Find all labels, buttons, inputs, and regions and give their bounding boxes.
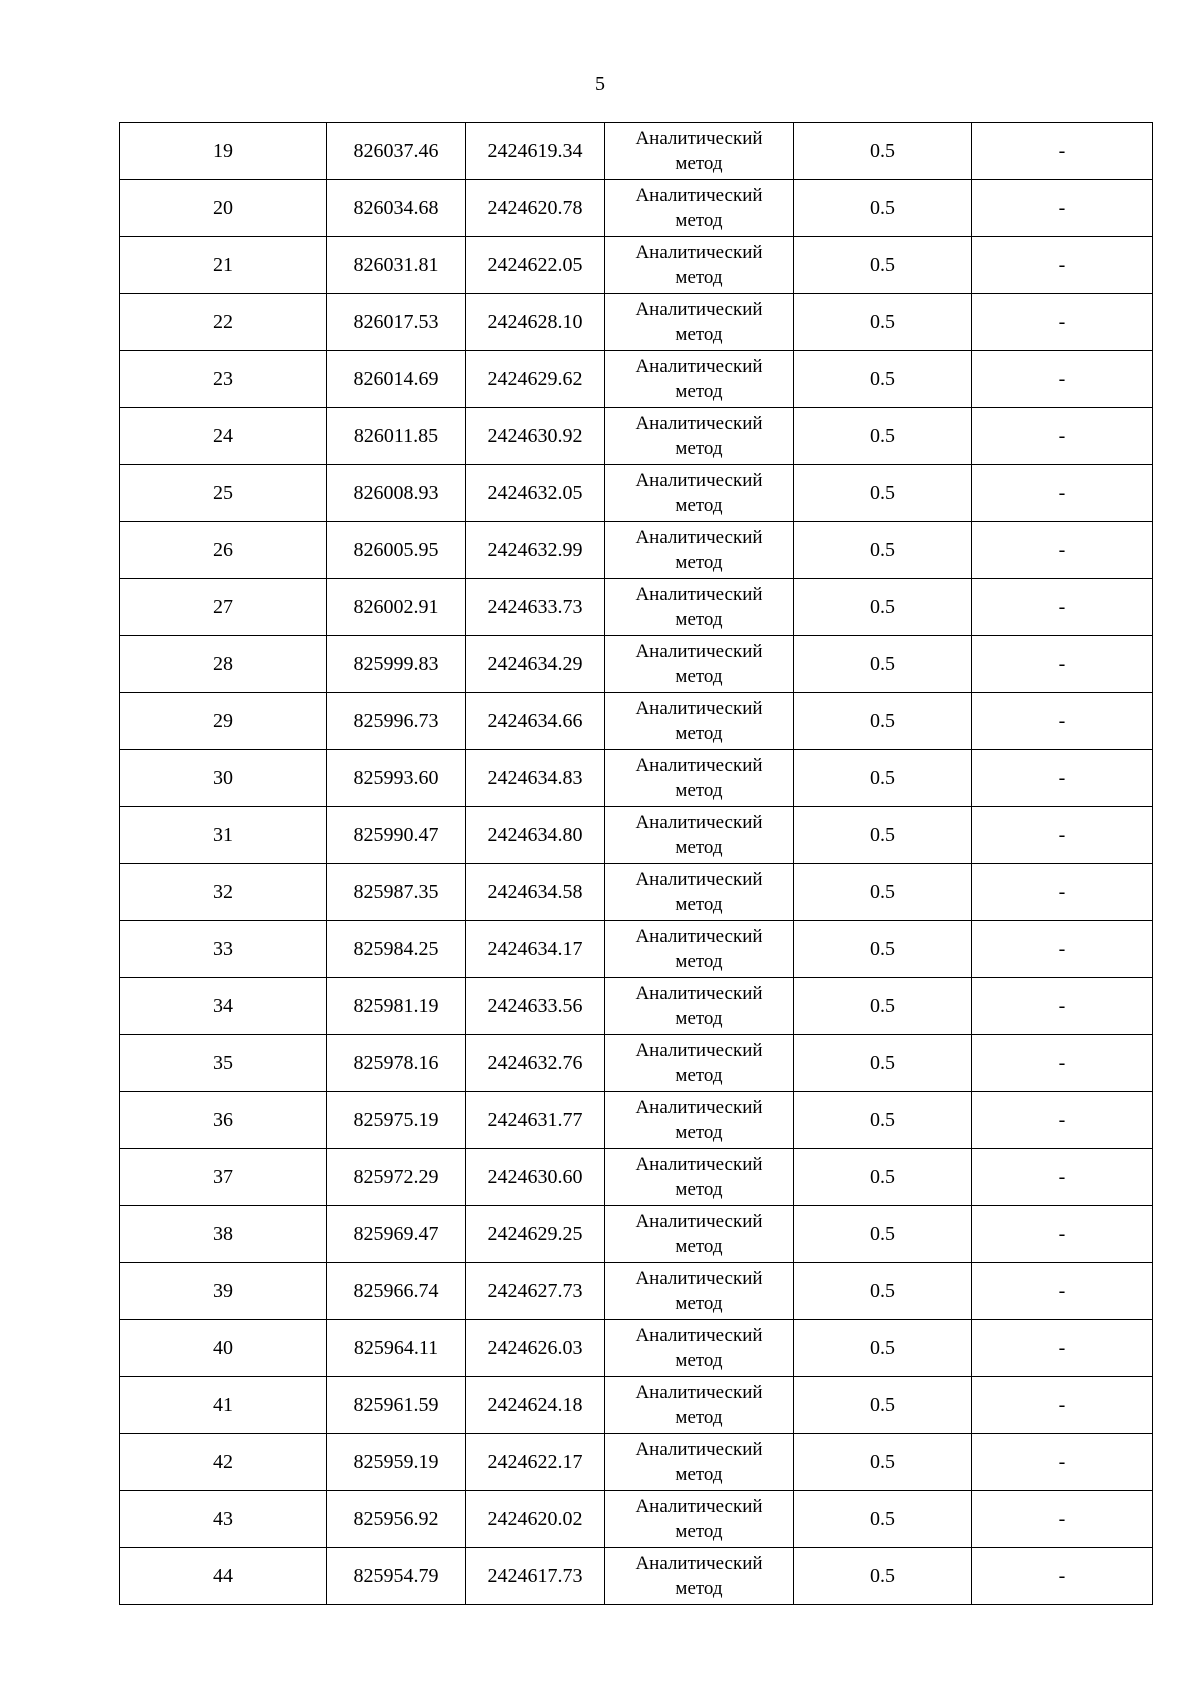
method-line-1: Аналитический xyxy=(635,983,763,1004)
y-coordinate-cell: 2424630.60 xyxy=(466,1149,605,1206)
method-line-1: Аналитический xyxy=(635,1040,763,1061)
point-number-cell: 31 xyxy=(120,807,327,864)
method-line-2: метод xyxy=(675,609,723,630)
method-line-1: Аналитический xyxy=(635,1211,763,1232)
method-cell xyxy=(605,351,794,408)
table-row xyxy=(120,921,1153,978)
point-number-cell: 41 xyxy=(120,1377,327,1434)
x-coordinate-cell: 826034.68 xyxy=(327,180,466,237)
method-line-1: Аналитический xyxy=(635,584,763,605)
y-coordinate-cell: 2424634.66 xyxy=(466,693,605,750)
coordinates-table xyxy=(119,122,1153,1605)
point-number-cell: 25 xyxy=(120,465,327,522)
y-coordinate-cell: 2424634.80 xyxy=(466,807,605,864)
table-row xyxy=(120,522,1153,579)
x-coordinate-cell: 825987.35 xyxy=(327,864,466,921)
table-row xyxy=(120,1320,1153,1377)
method-cell xyxy=(605,408,794,465)
point-number-cell: 44 xyxy=(120,1548,327,1605)
note-cell: - xyxy=(972,921,1153,978)
method-line-1: Аналитический xyxy=(635,128,763,149)
table-row xyxy=(120,1149,1153,1206)
note-cell: - xyxy=(972,636,1153,693)
table-row xyxy=(120,465,1153,522)
x-coordinate-cell: 825984.25 xyxy=(327,921,466,978)
method-cell xyxy=(605,1263,794,1320)
table-row xyxy=(120,1035,1153,1092)
method-line-2: метод xyxy=(675,324,723,345)
method-cell xyxy=(605,864,794,921)
method-cell xyxy=(605,1320,794,1377)
note-cell: - xyxy=(972,579,1153,636)
method-cell xyxy=(605,636,794,693)
x-coordinate-cell: 826005.95 xyxy=(327,522,466,579)
point-number-cell: 28 xyxy=(120,636,327,693)
table-row xyxy=(120,1092,1153,1149)
table-row xyxy=(120,180,1153,237)
y-coordinate-cell: 2424631.77 xyxy=(466,1092,605,1149)
x-coordinate-cell: 825954.79 xyxy=(327,1548,466,1605)
table-row xyxy=(120,978,1153,1035)
y-coordinate-cell: 2424620.78 xyxy=(466,180,605,237)
method-line-2: метод xyxy=(675,837,723,858)
method-line-2: метод xyxy=(675,1407,723,1428)
method-line-2: метод xyxy=(675,1008,723,1029)
y-coordinate-cell: 2424619.34 xyxy=(466,123,605,180)
accuracy-cell: 0.5 xyxy=(794,408,972,465)
accuracy-cell: 0.5 xyxy=(794,864,972,921)
method-line-2: метод xyxy=(675,438,723,459)
table-row xyxy=(120,864,1153,921)
y-coordinate-cell: 2424632.05 xyxy=(466,465,605,522)
accuracy-cell: 0.5 xyxy=(794,1035,972,1092)
point-number-cell: 23 xyxy=(120,351,327,408)
method-line-1: Аналитический xyxy=(635,1553,763,1574)
table-row xyxy=(120,1263,1153,1320)
method-cell xyxy=(605,1434,794,1491)
method-line-2: метод xyxy=(675,1521,723,1542)
accuracy-cell: 0.5 xyxy=(794,522,972,579)
x-coordinate-cell: 825993.60 xyxy=(327,750,466,807)
method-line-2: метод xyxy=(675,267,723,288)
table-row xyxy=(120,750,1153,807)
method-line-2: метод xyxy=(675,723,723,744)
note-cell: - xyxy=(972,1263,1153,1320)
accuracy-cell: 0.5 xyxy=(794,1377,972,1434)
table-row xyxy=(120,807,1153,864)
y-coordinate-cell: 2424634.29 xyxy=(466,636,605,693)
method-line-2: метод xyxy=(675,1293,723,1314)
method-line-1: Аналитический xyxy=(635,470,763,491)
method-cell xyxy=(605,1377,794,1434)
y-coordinate-cell: 2424634.83 xyxy=(466,750,605,807)
method-line-2: метод xyxy=(675,1350,723,1371)
table-row xyxy=(120,1377,1153,1434)
accuracy-cell: 0.5 xyxy=(794,978,972,1035)
accuracy-cell: 0.5 xyxy=(794,351,972,408)
method-line-2: метод xyxy=(675,1122,723,1143)
note-cell: - xyxy=(972,408,1153,465)
accuracy-cell: 0.5 xyxy=(794,1320,972,1377)
note-cell: - xyxy=(972,750,1153,807)
y-coordinate-cell: 2424624.18 xyxy=(466,1377,605,1434)
accuracy-cell: 0.5 xyxy=(794,1548,972,1605)
note-cell: - xyxy=(972,123,1153,180)
table-row xyxy=(120,693,1153,750)
method-cell xyxy=(605,1035,794,1092)
method-line-2: метод xyxy=(675,1065,723,1086)
point-number-cell: 27 xyxy=(120,579,327,636)
x-coordinate-cell: 825999.83 xyxy=(327,636,466,693)
note-cell: - xyxy=(972,1035,1153,1092)
y-coordinate-cell: 2424629.62 xyxy=(466,351,605,408)
accuracy-cell: 0.5 xyxy=(794,636,972,693)
accuracy-cell: 0.5 xyxy=(794,1092,972,1149)
point-number-cell: 21 xyxy=(120,237,327,294)
method-line-1: Аналитический xyxy=(635,1325,763,1346)
y-coordinate-cell: 2424622.17 xyxy=(466,1434,605,1491)
method-line-1: Аналитический xyxy=(635,869,763,890)
note-cell: - xyxy=(972,1149,1153,1206)
method-cell xyxy=(605,1548,794,1605)
point-number-cell: 29 xyxy=(120,693,327,750)
table-row xyxy=(120,408,1153,465)
method-line-2: метод xyxy=(675,552,723,573)
method-cell xyxy=(605,579,794,636)
point-number-cell: 19 xyxy=(120,123,327,180)
point-number-cell: 30 xyxy=(120,750,327,807)
y-coordinate-cell: 2424630.92 xyxy=(466,408,605,465)
y-coordinate-cell: 2424633.56 xyxy=(466,978,605,1035)
y-coordinate-cell: 2424617.73 xyxy=(466,1548,605,1605)
method-cell xyxy=(605,123,794,180)
method-line-1: Аналитический xyxy=(635,1496,763,1517)
y-coordinate-cell: 2424633.73 xyxy=(466,579,605,636)
method-line-1: Аналитический xyxy=(635,812,763,833)
x-coordinate-cell: 826008.93 xyxy=(327,465,466,522)
accuracy-cell: 0.5 xyxy=(794,294,972,351)
method-line-1: Аналитический xyxy=(635,185,763,206)
x-coordinate-cell: 825969.47 xyxy=(327,1206,466,1263)
method-cell xyxy=(605,465,794,522)
method-cell xyxy=(605,921,794,978)
method-line-1: Аналитический xyxy=(635,299,763,320)
method-line-1: Аналитический xyxy=(635,356,763,377)
y-coordinate-cell: 2424626.03 xyxy=(466,1320,605,1377)
point-number-cell: 37 xyxy=(120,1149,327,1206)
method-line-1: Аналитический xyxy=(635,1268,763,1289)
y-coordinate-cell: 2424628.10 xyxy=(466,294,605,351)
x-coordinate-cell: 825964.11 xyxy=(327,1320,466,1377)
method-line-1: Аналитический xyxy=(635,413,763,434)
accuracy-cell: 0.5 xyxy=(794,123,972,180)
accuracy-cell: 0.5 xyxy=(794,1206,972,1263)
method-cell xyxy=(605,180,794,237)
method-line-1: Аналитический xyxy=(635,1097,763,1118)
y-coordinate-cell: 2424629.25 xyxy=(466,1206,605,1263)
method-line-1: Аналитический xyxy=(635,1382,763,1403)
table-row xyxy=(120,636,1153,693)
point-number-cell: 20 xyxy=(120,180,327,237)
note-cell: - xyxy=(972,693,1153,750)
x-coordinate-cell: 825975.19 xyxy=(327,1092,466,1149)
x-coordinate-cell: 826002.91 xyxy=(327,579,466,636)
point-number-cell: 26 xyxy=(120,522,327,579)
x-coordinate-cell: 825961.59 xyxy=(327,1377,466,1434)
point-number-cell: 24 xyxy=(120,408,327,465)
method-line-2: метод xyxy=(675,780,723,801)
x-coordinate-cell: 825981.19 xyxy=(327,978,466,1035)
note-cell: - xyxy=(972,1434,1153,1491)
x-coordinate-cell: 826011.85 xyxy=(327,408,466,465)
x-coordinate-cell: 826014.69 xyxy=(327,351,466,408)
note-cell: - xyxy=(972,294,1153,351)
accuracy-cell: 0.5 xyxy=(794,807,972,864)
accuracy-cell: 0.5 xyxy=(794,237,972,294)
x-coordinate-cell: 825978.16 xyxy=(327,1035,466,1092)
point-number-cell: 40 xyxy=(120,1320,327,1377)
method-line-2: метод xyxy=(675,894,723,915)
point-number-cell: 35 xyxy=(120,1035,327,1092)
method-cell xyxy=(605,1092,794,1149)
method-cell xyxy=(605,750,794,807)
point-number-cell: 42 xyxy=(120,1434,327,1491)
method-line-1: Аналитический xyxy=(635,1439,763,1460)
note-cell: - xyxy=(972,1377,1153,1434)
accuracy-cell: 0.5 xyxy=(794,693,972,750)
note-cell: - xyxy=(972,237,1153,294)
method-line-2: метод xyxy=(675,381,723,402)
accuracy-cell: 0.5 xyxy=(794,1263,972,1320)
method-line-2: метод xyxy=(675,210,723,231)
note-cell: - xyxy=(972,864,1153,921)
table-row xyxy=(120,1491,1153,1548)
point-number-cell: 43 xyxy=(120,1491,327,1548)
y-coordinate-cell: 2424632.76 xyxy=(466,1035,605,1092)
method-line-2: метод xyxy=(675,951,723,972)
page-number: 5 xyxy=(595,73,605,95)
method-line-2: метод xyxy=(675,1236,723,1257)
accuracy-cell: 0.5 xyxy=(794,465,972,522)
y-coordinate-cell: 2424622.05 xyxy=(466,237,605,294)
x-coordinate-cell: 825966.74 xyxy=(327,1263,466,1320)
note-cell: - xyxy=(972,1548,1153,1605)
table-row xyxy=(120,123,1153,180)
method-line-1: Аналитический xyxy=(635,641,763,662)
x-coordinate-cell: 826037.46 xyxy=(327,123,466,180)
method-cell xyxy=(605,294,794,351)
y-coordinate-cell: 2424634.17 xyxy=(466,921,605,978)
method-line-2: метод xyxy=(675,495,723,516)
accuracy-cell: 0.5 xyxy=(794,921,972,978)
point-number-cell: 32 xyxy=(120,864,327,921)
method-line-1: Аналитический xyxy=(635,1154,763,1175)
y-coordinate-cell: 2424632.99 xyxy=(466,522,605,579)
table-row xyxy=(120,1206,1153,1263)
table-row xyxy=(120,1434,1153,1491)
note-cell: - xyxy=(972,522,1153,579)
method-cell xyxy=(605,522,794,579)
x-coordinate-cell: 826031.81 xyxy=(327,237,466,294)
x-coordinate-cell: 825956.92 xyxy=(327,1491,466,1548)
method-cell xyxy=(605,693,794,750)
method-line-1: Аналитический xyxy=(635,242,763,263)
table-row xyxy=(120,294,1153,351)
table-row xyxy=(120,351,1153,408)
point-number-cell: 36 xyxy=(120,1092,327,1149)
note-cell: - xyxy=(972,1206,1153,1263)
method-line-1: Аналитический xyxy=(635,698,763,719)
method-line-2: метод xyxy=(675,1578,723,1599)
note-cell: - xyxy=(972,1320,1153,1377)
method-cell xyxy=(605,1149,794,1206)
accuracy-cell: 0.5 xyxy=(794,180,972,237)
method-cell xyxy=(605,1491,794,1548)
x-coordinate-cell: 825990.47 xyxy=(327,807,466,864)
point-number-cell: 22 xyxy=(120,294,327,351)
point-number-cell: 38 xyxy=(120,1206,327,1263)
accuracy-cell: 0.5 xyxy=(794,750,972,807)
y-coordinate-cell: 2424634.58 xyxy=(466,864,605,921)
accuracy-cell: 0.5 xyxy=(794,1149,972,1206)
method-line-2: метод xyxy=(675,1464,723,1485)
method-line-2: метод xyxy=(675,153,723,174)
method-cell xyxy=(605,978,794,1035)
note-cell: - xyxy=(972,1491,1153,1548)
note-cell: - xyxy=(972,180,1153,237)
note-cell: - xyxy=(972,465,1153,522)
x-coordinate-cell: 825996.73 xyxy=(327,693,466,750)
x-coordinate-cell: 825959.19 xyxy=(327,1434,466,1491)
method-cell xyxy=(605,807,794,864)
accuracy-cell: 0.5 xyxy=(794,1491,972,1548)
method-cell xyxy=(605,237,794,294)
point-number-cell: 34 xyxy=(120,978,327,1035)
note-cell: - xyxy=(972,807,1153,864)
method-line-2: метод xyxy=(675,666,723,687)
method-cell xyxy=(605,1206,794,1263)
y-coordinate-cell: 2424620.02 xyxy=(466,1491,605,1548)
table-row xyxy=(120,237,1153,294)
point-number-cell: 33 xyxy=(120,921,327,978)
x-coordinate-cell: 826017.53 xyxy=(327,294,466,351)
table-row xyxy=(120,1548,1153,1605)
method-line-1: Аналитический xyxy=(635,755,763,776)
accuracy-cell: 0.5 xyxy=(794,579,972,636)
coordinates-table-body xyxy=(120,123,1153,1605)
method-line-1: Аналитический xyxy=(635,527,763,548)
y-coordinate-cell: 2424627.73 xyxy=(466,1263,605,1320)
note-cell: - xyxy=(972,1092,1153,1149)
point-number-cell: 39 xyxy=(120,1263,327,1320)
x-coordinate-cell: 825972.29 xyxy=(327,1149,466,1206)
method-line-1: Аналитический xyxy=(635,926,763,947)
method-line-2: метод xyxy=(675,1179,723,1200)
accuracy-cell: 0.5 xyxy=(794,1434,972,1491)
note-cell: - xyxy=(972,351,1153,408)
note-cell: - xyxy=(972,978,1153,1035)
table-row xyxy=(120,579,1153,636)
